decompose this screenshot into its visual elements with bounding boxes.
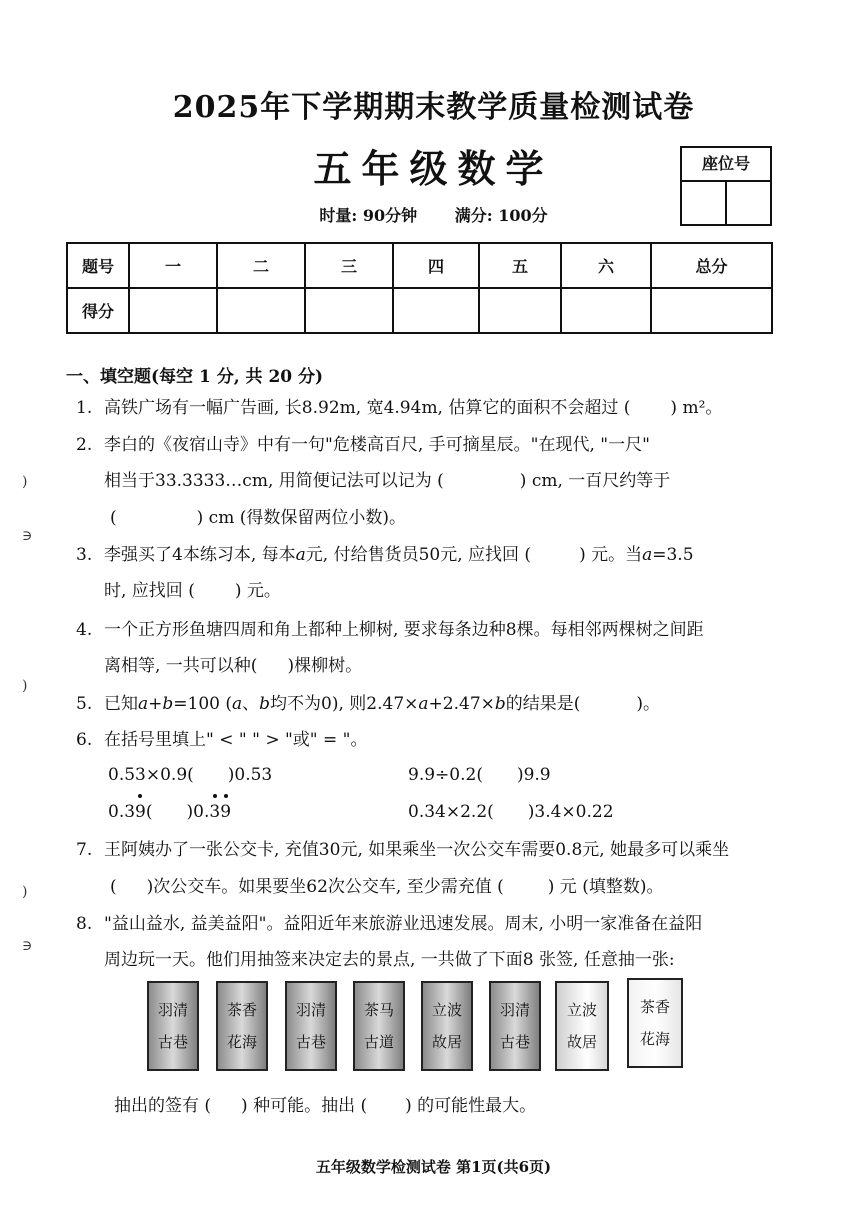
score-input-cell[interactable]: [561, 288, 651, 333]
question-2: [76, 427, 650, 463]
exam-title: 2025年下学期期末教学质量检测试卷: [172, 90, 695, 125]
question-6: [76, 722, 367, 758]
question-3-line-2: [104, 573, 281, 609]
variable-a: a: [642, 545, 653, 565]
question-text: 李强买了4本练习本, 每本: [104, 545, 296, 565]
question-text: )棵柳树。: [287, 656, 363, 676]
question-1: [76, 390, 722, 426]
question-7: [76, 832, 729, 868]
card-top-text: 茶马: [363, 1001, 394, 1019]
question-text: ) m²。: [670, 398, 723, 418]
question-number: 8.: [76, 914, 93, 934]
lottery-card: [216, 981, 268, 1071]
question-text: ) 元。: [234, 581, 281, 601]
question-text: =100 (: [173, 694, 233, 714]
score-header-cell: 六: [561, 243, 651, 288]
section-fill-in-title: 一、填空题(每空 1 分, 共 20 分): [66, 367, 324, 387]
variable-a: a: [232, 694, 243, 714]
variable-a: a: [138, 694, 149, 714]
question-text: 在括号里填上" < " " > "或" = "。: [104, 730, 368, 750]
card-top-text: 茶香: [226, 1001, 257, 1019]
question-text: ) 元。当: [579, 545, 643, 565]
variable-b: b: [494, 694, 506, 714]
question-3: [76, 537, 694, 573]
card-bottom-text: 花海: [639, 1030, 670, 1048]
question-2-line-2: [104, 463, 670, 499]
question-number: 4.: [76, 620, 93, 640]
question-text: 时, 应找回 (: [104, 581, 195, 601]
binding-mark: ): [22, 678, 28, 694]
question-text: 李白的《夜宿山寺》中有一句"危楼高百尺, 手可摘星辰。"在现代, "一尺": [104, 435, 650, 455]
question-text: =3.5: [652, 545, 694, 565]
question-text: ) 种可能。抽出 (: [241, 1096, 368, 1116]
score-input-cell[interactable]: [393, 288, 479, 333]
question-text: 的结果是(: [505, 694, 581, 714]
score-table: [66, 242, 773, 334]
binding-mark: ∋: [22, 528, 33, 544]
score-header-cell: 一: [129, 243, 217, 288]
question-7-line-2: [110, 869, 663, 905]
card-top-text: 立波: [431, 1001, 462, 1019]
score-header-cell: 二: [217, 243, 305, 288]
question-number: 2.: [76, 435, 93, 455]
question-2-line-3: [110, 500, 406, 536]
lottery-card: [147, 981, 199, 1071]
compare-right: )0.: [186, 802, 210, 822]
question-8-line-3: [114, 1088, 536, 1124]
compare-left: 0.3: [108, 802, 136, 822]
question-text: 已知: [104, 694, 138, 714]
card-top-text: 羽清: [295, 1001, 326, 1019]
question-number: 6.: [76, 730, 93, 750]
question-text: )次公交车。如果要坐62次公交车, 至少需充值 (: [146, 877, 504, 897]
binding-mark: ∋: [22, 938, 33, 954]
compare-right: )0.53: [227, 765, 273, 785]
card-bottom-text: 古道: [363, 1033, 394, 1051]
score-header-cell: 题号: [67, 243, 129, 288]
compare-item-3: [108, 796, 231, 828]
compare-right: )9.9: [516, 765, 551, 785]
lottery-card: [353, 981, 405, 1071]
score-row-label: 得分: [67, 288, 129, 333]
card-bottom-text: 故居: [431, 1033, 462, 1051]
score-header-cell: 五: [479, 243, 561, 288]
compare-left: 9.9÷0.2(: [408, 765, 483, 785]
card-bottom-text: 花海: [226, 1033, 257, 1051]
page-footer: 五年级数学检测试卷 第1页(共6页): [315, 1158, 552, 1176]
score-input-cell[interactable]: [129, 288, 217, 333]
question-8: [76, 906, 702, 942]
question-text: 、: [242, 694, 260, 714]
card-bottom-text: 古巷: [295, 1033, 326, 1051]
question-text: 高铁广场有一幅广告画, 长8.92m, 宽4.94m, 估算它的面积不会超过 (: [104, 398, 631, 418]
question-number: 3.: [76, 545, 93, 565]
question-text: 相当于33.3333…cm, 用简便记法可以记为 (: [104, 471, 444, 491]
compare-right: )3.4×0.22: [527, 802, 614, 822]
question-text: 王阿姨办了一张公交卡, 充值30元, 如果乘坐一次公交车需要0.8元, 她最多可以乘坐: [104, 840, 730, 860]
score-table-header-row: [67, 243, 772, 288]
lottery-card: [421, 981, 473, 1071]
question-4-line-2: [104, 648, 362, 684]
score-table-score-row: [67, 288, 772, 333]
question-text: ) cm (得数保留两位小数)。: [196, 508, 406, 528]
lottery-card: [555, 981, 609, 1071]
card-top-text: 茶香: [639, 998, 670, 1016]
card-top-text: 羽清: [157, 1001, 188, 1019]
question-text: ) cm, 一百尺约等于: [519, 471, 671, 491]
question-text: 抽出的签有 (: [114, 1096, 212, 1116]
repeating-digit: 9: [220, 796, 231, 828]
score-header-cell: 总分: [651, 243, 772, 288]
score-input-cell[interactable]: [651, 288, 772, 333]
full-score: 满分: 100分: [454, 206, 548, 225]
question-text: 离相等, 一共可以种(: [104, 656, 258, 676]
question-text: ) 的可能性最大。: [405, 1096, 537, 1116]
lottery-card: [489, 981, 541, 1071]
question-8-line-2: [104, 942, 675, 978]
seat-cell-2[interactable]: [727, 182, 770, 226]
binding-mark: ): [22, 884, 28, 900]
score-input-cell[interactable]: [479, 288, 561, 333]
compare-left: (: [145, 802, 153, 822]
question-text: (: [110, 877, 117, 897]
question-text: "益山益水, 益美益阳"。益阳近年来旅游业迅速发展。周末, 小明一家准备在益阳: [104, 914, 703, 934]
question-number: 7.: [76, 840, 93, 860]
card-bottom-text: 古巷: [157, 1033, 188, 1051]
card-top-text: 羽清: [499, 1001, 530, 1019]
score-header-cell: 三: [305, 243, 393, 288]
question-text: 元, 付给售货员50元, 应找回 (: [305, 545, 532, 565]
variable-b: b: [162, 694, 174, 714]
compare-item-1: [108, 759, 272, 791]
compare-item-2: [408, 759, 551, 791]
compare-item-4: [408, 796, 614, 828]
compare-left: 0.53×0.9(: [108, 765, 194, 785]
lottery-card: [285, 981, 337, 1071]
binding-mark: ): [22, 474, 28, 490]
score-input-cell[interactable]: [305, 288, 393, 333]
lottery-card: [627, 978, 683, 1068]
card-bottom-text: 古巷: [499, 1033, 530, 1051]
variable-a: a: [418, 694, 429, 714]
time-limit: 时量: 90分钟: [319, 206, 418, 225]
variable-b: b: [259, 694, 271, 714]
question-text: (: [110, 508, 117, 528]
question-text: +2.47×: [428, 694, 495, 714]
question-text: 周边玩一天。他们用抽签来决定去的景点, 一共做了下面8 张签, 任意抽一张:: [104, 950, 675, 970]
score-header-cell: 四: [393, 243, 479, 288]
question-number: 5.: [76, 694, 93, 714]
score-input-cell[interactable]: [217, 288, 305, 333]
question-text: ) 元 (填整数)。: [547, 877, 664, 897]
question-text: 一个正方形鱼塘四周和角上都种上柳树, 要求每条边种8棵。每相邻两棵树之间距: [104, 620, 704, 640]
question-text: +: [148, 694, 163, 714]
seat-number-box: [680, 146, 772, 226]
card-top-text: 立波: [566, 1001, 597, 1019]
repeating-digit: 3: [209, 796, 220, 828]
question-text: 均不为0), 则2.47×: [270, 694, 419, 714]
seat-cell-1[interactable]: [682, 182, 727, 226]
compare-left: 0.34×2.2(: [408, 802, 494, 822]
question-5: [76, 686, 660, 722]
variable-a: a: [295, 545, 306, 565]
question-4: [76, 612, 704, 648]
question-number: 1.: [76, 398, 93, 418]
repeating-digit: 9: [135, 796, 146, 828]
seat-number-label: 座位号: [682, 148, 770, 182]
question-text: )。: [636, 694, 661, 714]
card-bottom-text: 故居: [566, 1033, 597, 1051]
exam-subject-title: 五年级数学: [313, 146, 554, 191]
